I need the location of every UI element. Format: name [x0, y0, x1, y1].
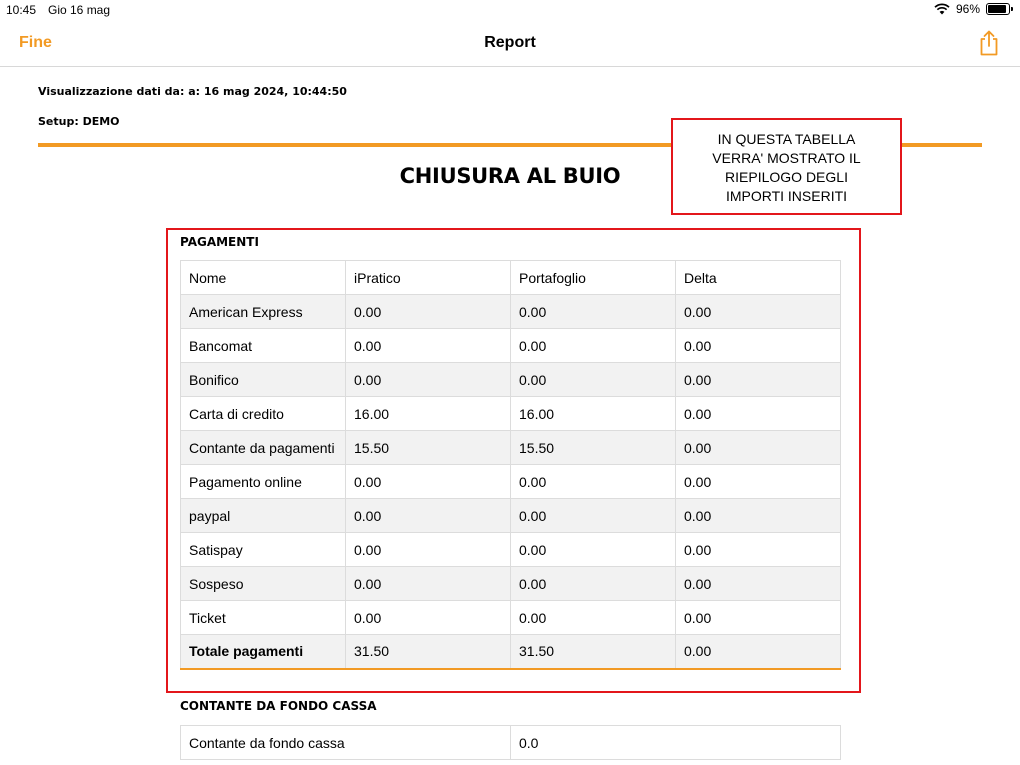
- table-cell: 0.0: [511, 726, 841, 760]
- table-cell: Totale pagamenti: [181, 635, 346, 669]
- share-icon[interactable]: [978, 30, 1000, 56]
- wifi-icon: [934, 3, 950, 15]
- table-cell: 31.50: [346, 635, 511, 669]
- table-row: [181, 499, 841, 533]
- navigation-bar: [0, 20, 1020, 67]
- table-cell: Portafoglio: [511, 261, 676, 295]
- table-cell: 0.00: [676, 431, 841, 465]
- annotation-callout: [671, 118, 902, 215]
- battery-percent: 96%: [955, 2, 980, 16]
- table-cell: 0.00: [676, 397, 841, 431]
- table-cell: 0.00: [676, 499, 841, 533]
- table-cell: 15.50: [346, 431, 511, 465]
- table-cell: Nome: [181, 261, 346, 295]
- table-cell: 0.00: [511, 295, 676, 329]
- table-cell: Bancomat: [181, 329, 346, 363]
- table-row: [181, 533, 841, 567]
- page-title: Report: [484, 34, 536, 51]
- status-indicators: [934, 2, 1010, 16]
- table-cell: American Express: [181, 295, 346, 329]
- payments-section-title: PAGAMENTI: [180, 235, 259, 249]
- table-cell: 0.00: [346, 295, 511, 329]
- table-cell: 0.00: [511, 601, 676, 635]
- table-cell: 0.00: [346, 533, 511, 567]
- battery-icon: [986, 3, 1010, 15]
- table-row: [181, 295, 841, 329]
- table-cell: 0.00: [346, 499, 511, 533]
- table-row: [181, 363, 841, 397]
- table-cell: 0.00: [346, 363, 511, 397]
- table-cell: 0.00: [511, 465, 676, 499]
- done-button[interactable]: Fine: [19, 34, 52, 51]
- status-bar: [0, 0, 1020, 20]
- table-cell: 0.00: [346, 329, 511, 363]
- table-row: [181, 431, 841, 465]
- callout-line: RIEPILOGO DEGLI: [725, 169, 848, 185]
- table-cell: Carta di credito: [181, 397, 346, 431]
- report-setup: Setup: DEMO: [38, 115, 120, 128]
- table-row: [181, 261, 841, 295]
- table-cell: Sospeso: [181, 567, 346, 601]
- callout-line: VERRA' MOSTRATO IL: [712, 150, 861, 166]
- table-cell: iPratico: [346, 261, 511, 295]
- table-row: [181, 635, 841, 669]
- status-time: 10:45: [6, 3, 37, 17]
- table-cell: 16.00: [346, 397, 511, 431]
- table-cell: Ticket: [181, 601, 346, 635]
- table-cell: Bonifico: [181, 363, 346, 397]
- table-cell: 0.00: [511, 533, 676, 567]
- table-cell: 0.00: [676, 465, 841, 499]
- table-row: [181, 601, 841, 635]
- table-cell: 31.50: [511, 635, 676, 669]
- table-cell: Delta: [676, 261, 841, 295]
- table-cell: 0.00: [676, 533, 841, 567]
- table-cell: 16.00: [511, 397, 676, 431]
- report-period: Visualizzazione dati da: a: 16 mag 2024, 10:44:50: [38, 85, 347, 98]
- payments-table: [180, 260, 841, 670]
- report-title: CHIUSURA AL BUIO: [399, 164, 621, 188]
- table-cell: Pagamento online: [181, 465, 346, 499]
- table-cell: 0.00: [676, 295, 841, 329]
- table-cell: 0.00: [346, 567, 511, 601]
- table-row: [181, 397, 841, 431]
- table-cell: 0.00: [511, 567, 676, 601]
- callout-line: IMPORTI INSERITI: [725, 188, 848, 204]
- table-cell: 0.00: [511, 499, 676, 533]
- table-cell: 0.00: [676, 567, 841, 601]
- status-date: Gio 16 mag: [48, 3, 111, 17]
- table-cell: 0.00: [676, 601, 841, 635]
- table-cell: 0.00: [676, 363, 841, 397]
- table-cell: 15.50: [511, 431, 676, 465]
- table-cell: 0.00: [511, 329, 676, 363]
- table-row: [181, 329, 841, 363]
- table-cell: 0.00: [511, 363, 676, 397]
- table-row: [181, 465, 841, 499]
- table-cell: 0.00: [676, 635, 841, 669]
- callout-line: IN QUESTA TABELLA: [717, 131, 856, 147]
- table-cell: 0.00: [346, 465, 511, 499]
- table-cell: 0.00: [676, 329, 841, 363]
- table-cell: paypal: [181, 499, 346, 533]
- battery-level: [988, 5, 1006, 13]
- table-cell: Satispay: [181, 533, 346, 567]
- table-cell: Contante da pagamenti: [181, 431, 346, 465]
- table-cell: 0.00: [346, 601, 511, 635]
- table-row: [181, 726, 841, 760]
- cash-fund-section-title: CONTANTE DA FONDO CASSA: [180, 699, 377, 713]
- table-cell: Contante da fondo cassa: [181, 726, 511, 760]
- table-row: [181, 567, 841, 601]
- cash-fund-table: [180, 725, 841, 760]
